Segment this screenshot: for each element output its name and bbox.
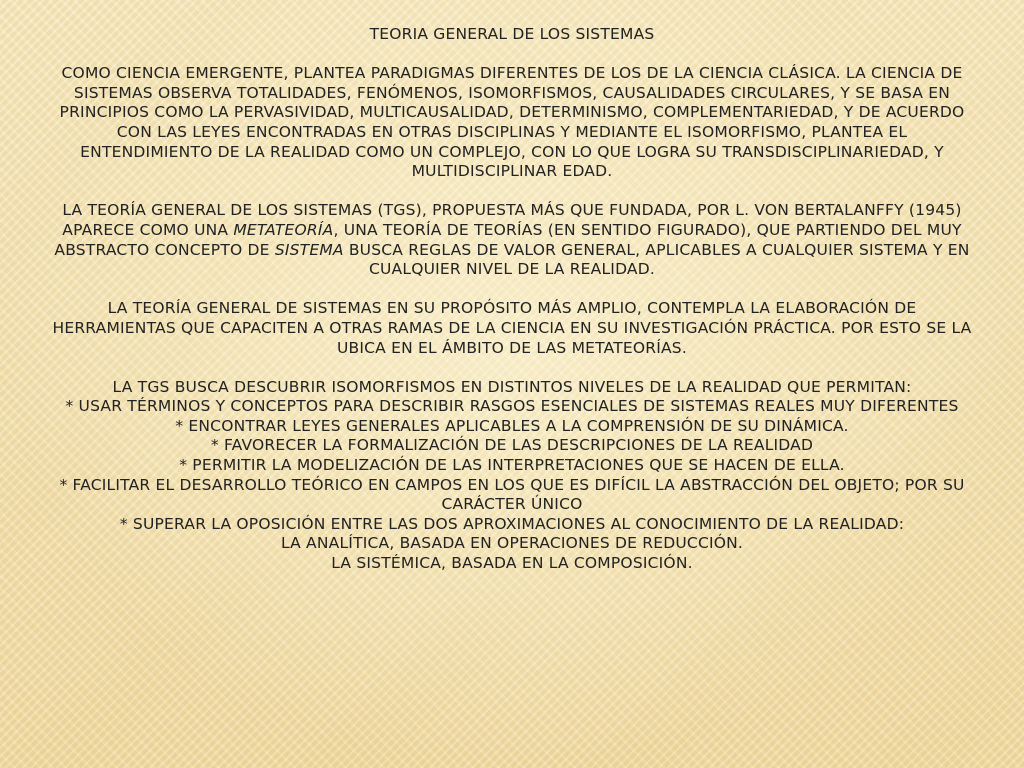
paragraph-tgs-text-2: , UNA TEORÍA DE TEORÍAS (EN SENTIDO FIGURADO), QUE PARTIENDO DEL MUY ABSTRACTO CONCEPTO DE xyxy=(54,220,962,259)
bullet-item: * FAVORECER LA FORMALIZACIÓN DE LAS DESCRIPCIONES DE LA REALIDAD xyxy=(210,436,814,455)
paragraph-tgs-text-3: BUSCA REGLAS DE VALOR GENERAL, APLICABLES A CUALQUIER SISTEMA Y EN CUALQUIER NIVEL DE LA REALIDAD. xyxy=(343,240,970,279)
bullet-item: * USAR TÉRMINOS Y CONCEPTOS PARA DESCRIBIR RASGOS ESENCIALES DE SISTEMAS REALES MUY DIFERENTES xyxy=(65,397,959,416)
spacer xyxy=(50,45,974,65)
bullet-item: * FACILITAR EL DESARROLLO TEÓRICO EN CAMPOS EN LOS QUE ES DIFÍCIL LA ABSTRACCIÓN DEL OBJETO; POR SU CARÁCTER ÚNICO xyxy=(59,475,965,514)
paragraph-ciencia-emergente: COMO CIENCIA EMERGENTE, PLANTEA PARADIGMAS DIFERENTES DE LOS DE LA CIENCIA CLÁSICA. LA CIENCIA DE SISTEMAS OBSERVA TOTALIDADES, FENÓMENOS, ISOMORFISMOS, CAUSALIDADES CIRCULARES, Y SE BASA EN PRINCIPIOS COMO LA PERVASIVIDAD, MULTICAUSALIDAD, DETERMINISMO, COMPLEMENTARIEDAD, Y DE ACUERDO CON LAS LEYES ENCONTRADAS EN OTRAS DISCIPLINAS Y MEDIANTE EL ISOMORFISMO, PLANTEA EL ENTENDIMIENTO DE LA REALIDAD COMO UN COMPLEJO, CON LO QUE LOGRA SU TRANSDISCIPLINARIEDAD, Y MULTIDISCIPLINAR EDAD. xyxy=(59,64,965,181)
paragraph-isomorfismos-intro: LA TGS BUSCA DESCUBRIR ISOMORFISMOS EN DISTINTOS NIVELES DE LA REALIDAD QUE PERMITAN: xyxy=(112,377,912,396)
term-metateoria: METATEORÍA xyxy=(233,220,334,239)
paragraph-tgs-bertalanffy xyxy=(50,201,974,279)
paragraph-proposito: LA TEORÍA GENERAL DE SISTEMAS EN SU PROPÓSITO MÁS AMPLIO, CONTEMPLA LA ELABORACIÓN DE HERRAMIENTAS QUE CAPACITEN A OTRAS RAMAS DE LA CIENCIA EN SU INVESTIGACIÓN PRÁCTICA. POR ESTO SE LA UBICA EN EL ÁMBITO DE LAS METATEORÍAS. xyxy=(52,299,972,357)
bullet-item: * SUPERAR LA OPOSICIÓN ENTRE LAS DOS APROXIMACIONES AL CONOCIMIENTO DE LA REALIDAD: xyxy=(119,514,905,533)
closing-line-sistemica: LA SISTÉMICA, BASADA EN LA COMPOSICIÓN. xyxy=(331,554,693,573)
spacer xyxy=(50,358,974,378)
bullet-item: * PERMITIR LA MODELIZACIÓN DE LAS INTERPRETACIONES QUE SE HACEN DE ELLA. xyxy=(179,456,845,475)
paragraph-tgs-text-1: LA TEORÍA GENERAL DE LOS SISTEMAS (TGS), PROPUESTA MÁS QUE FUNDADA, POR L. VON BERTALANFFY (1945) APARECE COMO UNA xyxy=(62,201,962,239)
spacer xyxy=(50,280,974,300)
bullet-item: * ENCONTRAR LEYES GENERALES APLICABLES A LA COMPRENSIÓN DE SU DINÁMICA. xyxy=(175,416,849,435)
closing-line-analitica: LA ANALÍTICA, BASADA EN OPERACIONES DE REDUCCIÓN. xyxy=(280,534,744,553)
spacer xyxy=(50,182,974,202)
slide-title: TEORIA GENERAL DE LOS SISTEMAS xyxy=(369,25,655,43)
slide-text-body xyxy=(50,25,974,574)
term-sistema: SISTEMA xyxy=(274,240,344,259)
